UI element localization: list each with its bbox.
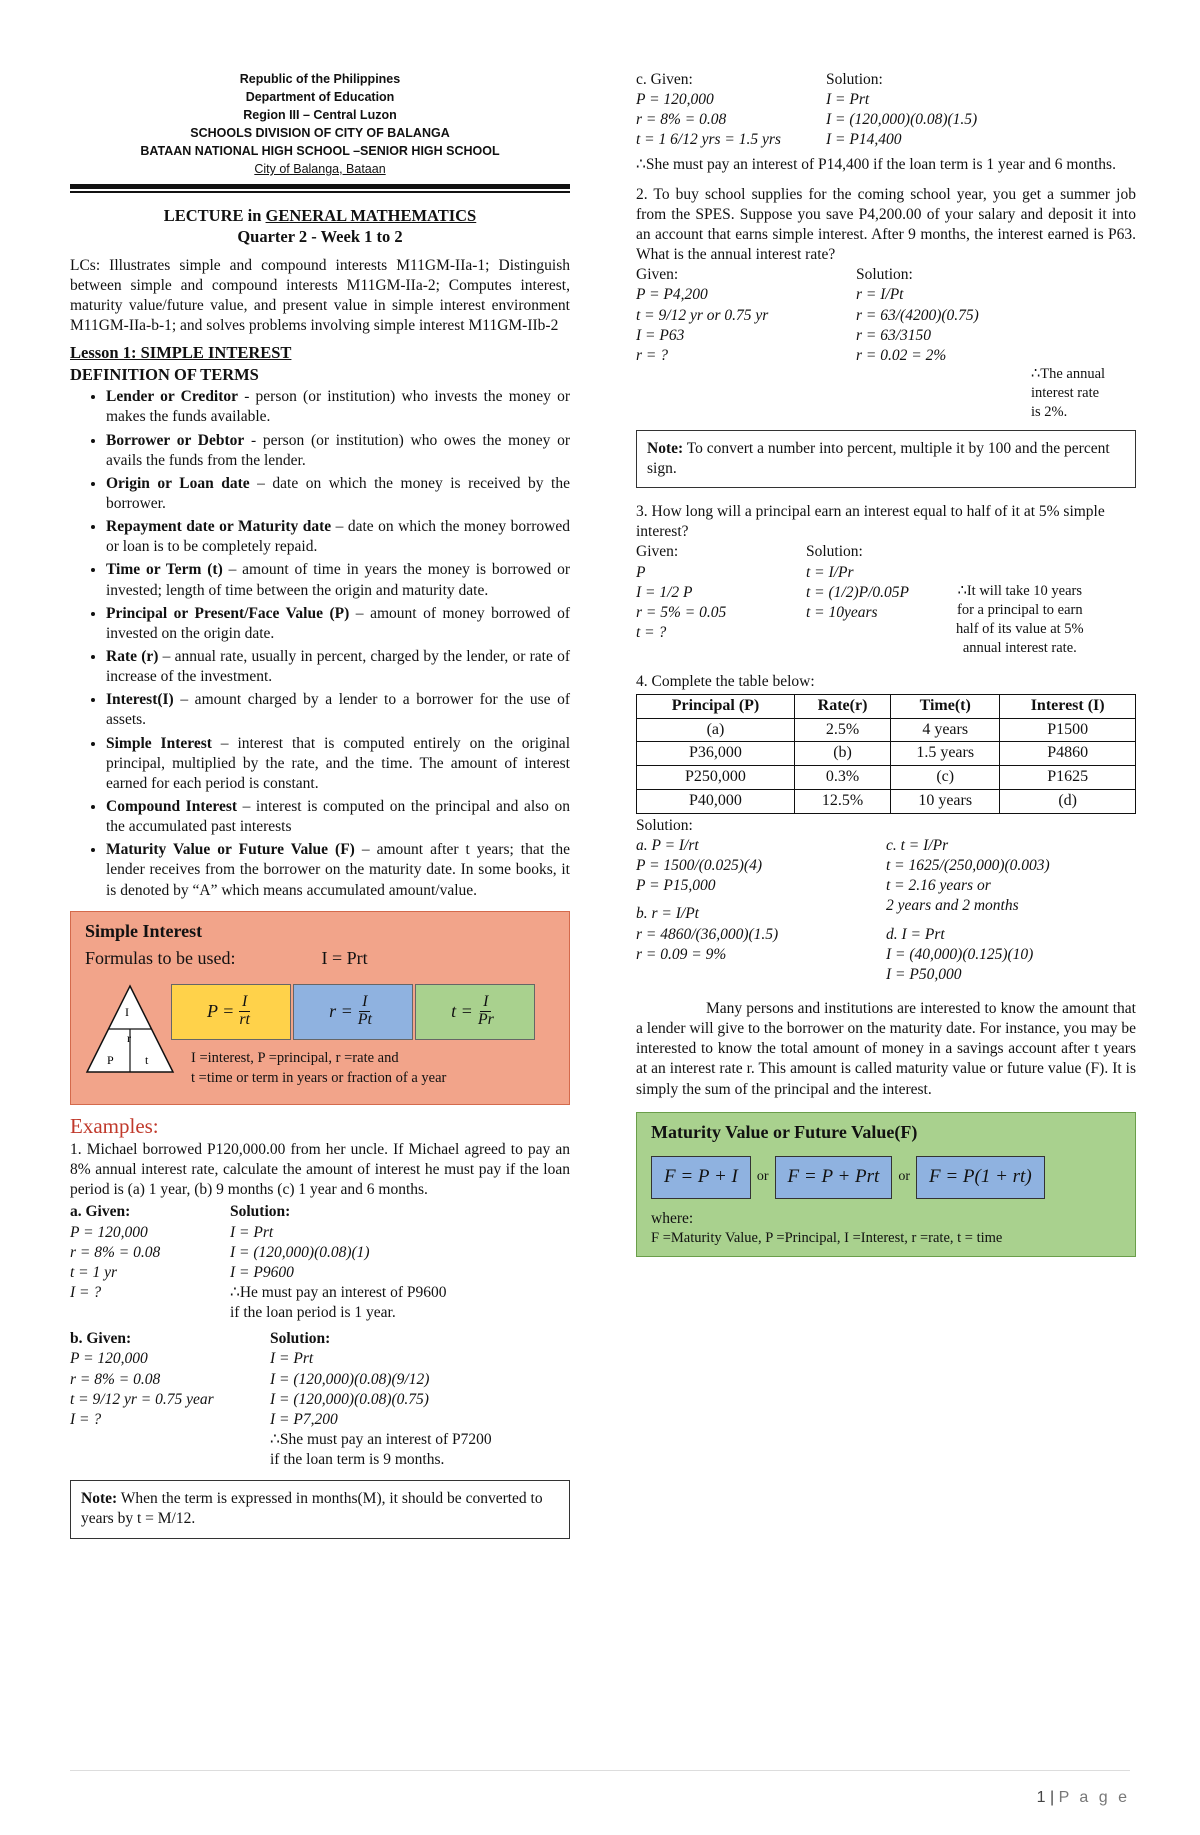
table-cell: 0.3% xyxy=(794,766,890,790)
formula-t-box: t = $\frac{I}{Pr}$ xyxy=(415,984,535,1040)
q3-concl-4: annual interest rate. xyxy=(962,639,1077,656)
example-1b-solution xyxy=(270,1329,492,1470)
lecture-title xyxy=(70,205,570,226)
q3-given-p: P xyxy=(636,563,646,581)
page-footer xyxy=(1037,1788,1130,1809)
term-item xyxy=(106,474,570,514)
example-1c-solution xyxy=(826,70,977,151)
example-3 xyxy=(636,542,1136,657)
term-item xyxy=(106,604,570,644)
q3-given-i: I = 1/2 P xyxy=(636,583,693,601)
a-given-t: t = 1 yr xyxy=(70,1263,118,1281)
b-given-r: r = 8% = 0.08 xyxy=(70,1370,161,1388)
c-sol-2: I = (120,000)(0.08)(1.5) xyxy=(826,111,978,129)
table-cell: (b) xyxy=(794,742,890,766)
note2-label: Note: xyxy=(647,439,684,457)
page-label: P a g e xyxy=(1058,1789,1130,1806)
note2-text: To convert a number into percent, multiple it by 100 and the percent sign. xyxy=(647,439,1110,477)
q2-given-i: I = P63 xyxy=(636,326,685,344)
term-name: Principal or Present/Face Value (P) xyxy=(106,604,350,622)
table-cell: 12.5% xyxy=(794,790,890,814)
table-cell: P36,000 xyxy=(637,742,795,766)
sa-2: P = 1500/(0.025)(4) xyxy=(636,857,762,875)
term-definition: – amount after t years; that the lender receives from the borrower on the maturity date. In some books, it is denoted by “A” which means accumulated amount/value. xyxy=(106,841,570,899)
term-definition: – interest is computed on the principal and also on the accumulated past interests xyxy=(106,797,570,836)
q2-sol-3: r = 63/3150 xyxy=(856,326,932,344)
si-legend-2: t =time or term in years or fraction of a year xyxy=(191,1069,447,1086)
b-solution-label: Solution: xyxy=(270,1330,331,1348)
table-row xyxy=(637,790,1136,814)
tri-r-label: r xyxy=(127,1030,131,1045)
a-sol-3: I = P9600 xyxy=(230,1263,294,1281)
question-1: 1. Michael borrowed P120,000.00 from her uncle. If Michael agreed to pay an 8% annual interest rate, calculate the amount of interest he must pay if the loan period is (a) 1 year, (b) 9 months (c) 1 year and 6 months. xyxy=(70,1140,570,1199)
c-given-p: P = 120,000 xyxy=(636,91,714,109)
example-1c-given xyxy=(636,70,826,151)
c-given-t: t = 1 6/12 yrs = 1.5 yrs xyxy=(636,131,781,149)
term-item xyxy=(106,647,570,687)
simple-interest-box xyxy=(70,911,570,1105)
q3-sol-3: t = 10years xyxy=(806,603,878,621)
sd-2: I = (40,000)(0.125)(10) xyxy=(886,945,1034,963)
table-row xyxy=(637,766,1136,790)
th-principal: Principal (P) xyxy=(637,694,795,718)
si-legend-1: I =interest, P =principal, r =rate and xyxy=(191,1049,399,1066)
term-item xyxy=(106,431,570,471)
subject-name: GENERAL MATHEMATICS xyxy=(265,206,477,225)
b-given-p: P = 120,000 xyxy=(70,1350,148,1368)
term-item xyxy=(106,734,570,794)
a-given-p: P = 120,000 xyxy=(70,1223,148,1241)
formula-p-box: P = $\frac{I}{rt}$ xyxy=(171,984,291,1040)
term-definition: - person (or institution) who invests the money or makes the funds available. xyxy=(106,388,570,426)
q3-conclusion xyxy=(956,542,1084,657)
table-cell: P1625 xyxy=(1000,766,1136,790)
example-2 xyxy=(636,265,1136,422)
term-definition: – interest that is computed entirely on the original principal, multiplied by the rate, and the time. The amount of interest earned for each period is constant. xyxy=(106,734,570,792)
sb-3: r = 0.09 = 9% xyxy=(636,945,727,963)
a-given-label: a. Given: xyxy=(70,1203,131,1221)
example-1a xyxy=(70,1202,570,1323)
tri-i-label: I xyxy=(125,1004,129,1019)
q2-given-label: Given: xyxy=(636,266,679,284)
term-definition: – amount of money borrowed of invested on the origin date. xyxy=(106,604,571,642)
c-given-label: c. Given: xyxy=(636,71,693,88)
b-given-t: t = 9/12 yr = 0.75 year xyxy=(70,1390,214,1408)
q3-solution-label: Solution: xyxy=(806,543,863,561)
table-header-row xyxy=(637,694,1136,718)
maturity-value-box xyxy=(636,1112,1136,1257)
table-cell: 4 years xyxy=(891,718,1000,742)
term-definition: – date on which the money is received by the borrower. xyxy=(106,474,570,513)
note-text: When the term is expressed in months(M), it should be converted to years by t = M/12. xyxy=(81,1490,543,1528)
a-given-r: r = 8% = 0.08 xyxy=(70,1243,161,1261)
sa-1: a. P = I/rt xyxy=(636,837,699,854)
mv-formulas xyxy=(651,1156,1121,1199)
left-column xyxy=(70,70,570,1539)
example-1a-given xyxy=(70,1202,230,1323)
solutions-ab xyxy=(636,836,886,985)
a-sol-1: I = Prt xyxy=(230,1223,274,1241)
q2-given xyxy=(636,265,856,422)
question-4: 4. Complete the table below: xyxy=(636,672,815,690)
table-cell: (a) xyxy=(637,718,795,742)
learning-competencies: LCs: Illustrates simple and compound interests M11GM-IIa-1; Distinguish between simple and compound interests M11GM-IIa-2; Computes interest, maturity value/future value, and present value in simple interest environment M11GM-IIa-b-1; and solves problems involving simple interest M11GM-IIb-2 xyxy=(70,256,570,335)
header-line-2: Department of Education xyxy=(245,90,395,104)
maturity-paragraph: Many persons and institutions are interested to know the amount that a lender will give to the borrower on the maturity date. For instance, you may be interested to know the total amount of money in a savings account after t years at an interest rate r. This amount is called maturity value or future value (F). It is simply the sum of the principal and the interest. xyxy=(636,999,1136,1098)
q2-sol-1: r = I/Pt xyxy=(856,286,904,304)
lecture-label: LECTURE in xyxy=(163,206,266,225)
example-1a-solution xyxy=(230,1202,447,1323)
example-1b xyxy=(70,1329,570,1470)
term-item xyxy=(106,387,570,427)
a-sol-2: I = (120,000)(0.08)(1) xyxy=(230,1243,370,1261)
table-solutions xyxy=(636,836,1136,985)
quarter-title: Quarter 2 - Week 1 to 2 xyxy=(237,227,403,247)
table-cell: P250,000 xyxy=(637,766,795,790)
term-definition: - person (or institution) who owes the money or avails the funds from the lender. xyxy=(106,431,570,469)
sd-1: d. I = Prt xyxy=(886,925,945,943)
question-3: 3. How long will a principal earn an interest equal to half of it at 5% simple interest? xyxy=(636,503,1105,541)
mv-or-1: or xyxy=(756,1169,769,1185)
th-interest: Interest (I) xyxy=(1000,694,1136,718)
sc-2: t = 1625/(250,000)(0.003) xyxy=(886,857,1050,875)
tri-t-label: t xyxy=(145,1052,149,1067)
q2-concl-3: is 2%. xyxy=(1031,403,1068,420)
q3-sol-2: t = (1/2)P/0.05P xyxy=(806,583,910,601)
page-number: 1 | xyxy=(1036,1789,1059,1806)
table-cell: (d) xyxy=(1000,790,1136,814)
table-cell: P4860 xyxy=(1000,742,1136,766)
q2-sol-4: r = 0.02 = 2% xyxy=(856,346,947,364)
term-name: Maturity Value or Future Value (F) xyxy=(106,841,355,859)
c-solution-label: Solution: xyxy=(826,71,883,88)
b-sol-2: I = (120,000)(0.08)(9/12) xyxy=(270,1370,430,1388)
q2-given-r: r = ? xyxy=(636,346,668,364)
percent-note xyxy=(636,430,1136,488)
header-line-4: SCHOOLS DIVISION OF CITY OF BALANGA xyxy=(190,126,450,140)
term-name: Time or Term (t) xyxy=(106,561,223,579)
sb-1: b. r = I/Pt xyxy=(636,905,699,923)
b-sol-4: I = P7,200 xyxy=(270,1410,338,1428)
q2-conclusion xyxy=(1031,265,1105,422)
term-definition: – amount charged by a lender to a borrower for the use of assets. xyxy=(106,691,570,729)
q3-concl-1: ∴It will take 10 years xyxy=(957,583,1083,600)
b-given-label: b. Given: xyxy=(70,1330,132,1348)
b-sol-3: I = (120,000)(0.08)(0.75) xyxy=(270,1390,429,1408)
term-name: Interest(I) xyxy=(106,691,174,709)
c-sol-3: I = P14,400 xyxy=(826,131,902,149)
a-conclusion-1: ∴He must pay an interest of P9600 xyxy=(230,1283,447,1301)
definitions-title: DEFINITION OF TERMS xyxy=(70,364,259,384)
q2-solution xyxy=(856,265,1031,422)
header-line-3: Region III – Central Luzon xyxy=(243,108,397,122)
b-sol-1: I = Prt xyxy=(270,1350,314,1368)
table-cell: (c) xyxy=(891,766,1000,790)
mv-formula-2: F = P + Prt xyxy=(775,1156,893,1199)
table-cell: P40,000 xyxy=(637,790,795,814)
header-line-6: City of Balanga, Bataan xyxy=(254,162,386,176)
table-body xyxy=(637,718,1136,813)
b-given-i: I = ? xyxy=(70,1410,102,1428)
tri-p-label: P xyxy=(107,1052,114,1067)
si-formulas-label xyxy=(85,947,555,970)
term-definition: – annual rate, usually in percent, charged by the lender, or rate of increase of the investment. xyxy=(106,648,570,686)
table-solution-label: Solution: xyxy=(636,816,693,834)
table-cell: 2.5% xyxy=(794,718,890,742)
mv-formula-1: F = P + I xyxy=(651,1156,751,1199)
sc-1: c. t = I/Pr xyxy=(886,837,949,854)
mv-legend: F =Maturity Value, P =Principal, I =Interest, r =rate, t = time xyxy=(651,1229,1003,1246)
term-item xyxy=(106,560,570,600)
term-name: Simple Interest xyxy=(106,734,212,752)
q3-concl-2: for a principal to earn xyxy=(957,602,1083,619)
solutions-cd xyxy=(886,836,1050,985)
q3-given xyxy=(636,542,806,657)
term-name: Compound Interest xyxy=(106,797,238,815)
table-cell: P1500 xyxy=(1000,718,1136,742)
si-formulas-text: Formulas to be used: xyxy=(85,948,236,969)
q2-sol-2: r = 63/(4200)(0.75) xyxy=(856,306,979,324)
term-definition: – amount of time in years the money is borrowed or invested; length of time between the origin and maturity date. xyxy=(106,561,571,599)
q3-concl-3: half of its value at 5% xyxy=(956,621,1084,638)
example-1c xyxy=(636,70,1136,151)
example-1b-given xyxy=(70,1329,270,1470)
a-given-i: I = ? xyxy=(70,1283,102,1301)
si-legend xyxy=(191,1048,446,1088)
sa-3: P = P15,000 xyxy=(636,877,716,895)
q3-given-label: Given: xyxy=(636,543,679,561)
term-name: Lender or Creditor xyxy=(106,388,239,406)
term-definition: – date on which the money borrowed or loan is to be completely repaid. xyxy=(106,518,570,556)
q3-solution xyxy=(806,542,956,657)
mv-where: where: xyxy=(651,1209,694,1227)
months-note xyxy=(70,1480,570,1538)
th-rate: Rate(r) xyxy=(794,694,890,718)
term-name: Rate (r) xyxy=(106,648,159,665)
examples-title: Examples: xyxy=(70,1113,159,1138)
c-conclusion: ∴She must pay an interest of P14,400 if the loan term is 1 year and 6 months. xyxy=(636,155,1116,173)
header-rule-thick xyxy=(70,184,570,189)
formula-r-box: r = $\frac{I}{Pt}$ xyxy=(293,984,413,1040)
mv-formula-3: F = P(1 + rt) xyxy=(916,1156,1045,1199)
lesson-title: Lesson 1: SIMPLE INTEREST xyxy=(70,343,292,363)
si-main-formula: I = Prt xyxy=(321,948,368,969)
term-item xyxy=(106,840,570,900)
term-name: Repayment date or Maturity date xyxy=(106,518,332,536)
header-rule-thin xyxy=(70,191,570,193)
q3-sol-1: t = I/Pr xyxy=(806,563,854,581)
note-label: Note: xyxy=(81,1490,118,1508)
terms-list xyxy=(70,387,570,900)
th-time: Time(t) xyxy=(891,694,1000,718)
term-item xyxy=(106,797,570,837)
question-2: 2. To buy school supplies for the coming school year, you get a summer job from the SPES. Suppose you save P4,200.00 of your salary and deposit it into an account that earns simple interest. After 9 months, the interest earned is P63. What is the annual interest rate? xyxy=(636,185,1136,264)
q2-concl-2: interest rate xyxy=(1031,385,1100,402)
table-cell: 10 years xyxy=(891,790,1000,814)
b-conclusion-2: if the loan term is 9 months. xyxy=(270,1451,445,1469)
q3-given-r: r = 5% = 0.05 xyxy=(636,603,727,621)
a-solution-label: Solution: xyxy=(230,1203,291,1221)
table-row xyxy=(637,718,1136,742)
si-title: Simple Interest xyxy=(85,920,203,941)
mv-title: Maturity Value or Future Value(F) xyxy=(651,1121,918,1142)
q2-solution-label: Solution: xyxy=(856,266,913,284)
q2-given-p: P = P4,200 xyxy=(636,286,708,304)
header-line-1: Republic of the Philippines xyxy=(239,72,401,86)
b-conclusion-1: ∴She must pay an interest of P7200 xyxy=(270,1430,492,1448)
header-line-5: BATAAN NATIONAL HIGH SCHOOL –SENIOR HIGH SCHOOL xyxy=(140,144,500,158)
table-cell: 1.5 years xyxy=(891,742,1000,766)
term-item xyxy=(106,517,570,557)
right-column xyxy=(636,70,1136,1257)
q2-given-t: t = 9/12 yr or 0.75 yr xyxy=(636,306,769,324)
c-given-r: r = 8% = 0.08 xyxy=(636,111,727,129)
school-header xyxy=(70,70,570,178)
sb-2: r = 4860/(36,000)(1.5) xyxy=(636,925,779,943)
term-name: Borrower or Debtor xyxy=(106,431,245,449)
a-conclusion-2: if the loan period is 1 year. xyxy=(230,1304,396,1322)
sc-4: 2 years and 2 months xyxy=(886,897,1019,915)
q3-given-t: t = ? xyxy=(636,623,667,641)
term-name: Origin or Loan date xyxy=(106,474,250,492)
interest-table xyxy=(636,694,1136,814)
formula-triangle-icon xyxy=(85,984,175,1074)
sc-3: t = 2.16 years or xyxy=(886,877,991,895)
c-sol-1: I = Prt xyxy=(826,91,870,109)
table-row xyxy=(637,742,1136,766)
mv-or-2: or xyxy=(898,1169,910,1185)
footer-rule xyxy=(70,1770,1130,1771)
sd-3: I = P50,000 xyxy=(886,965,962,983)
term-item xyxy=(106,690,570,730)
q2-concl-1: ∴The annual xyxy=(1031,366,1106,383)
